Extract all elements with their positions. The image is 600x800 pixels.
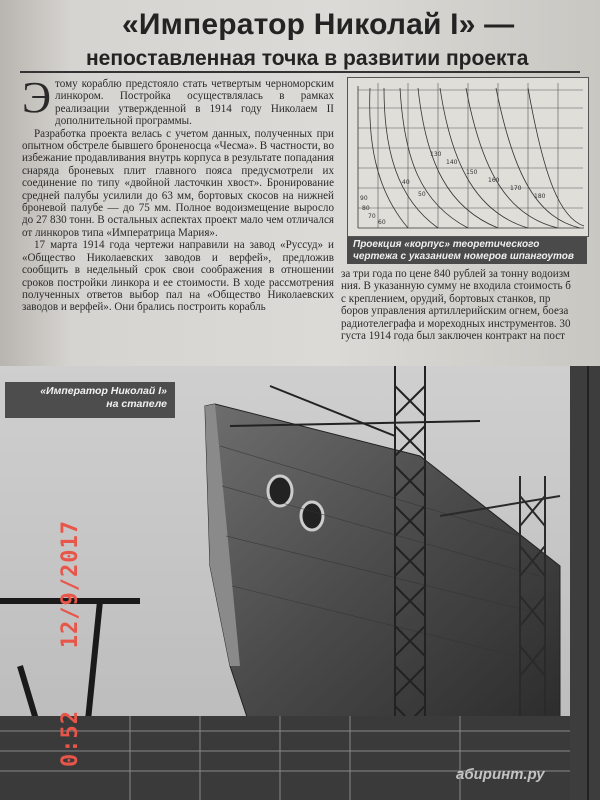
photo-caption — [5, 382, 175, 418]
frame-label: 60 — [378, 219, 386, 226]
drop-cap: Э — [22, 73, 52, 122]
frame-label: 80 — [362, 205, 370, 212]
frame-label: 150 — [466, 169, 478, 176]
right-line: ния. В указанную сумму не входила стоимость б — [341, 280, 571, 293]
battleship-on-slipway-photo — [0, 366, 600, 800]
right-line: радиотелеграфа и мореходных инструментов. 30 — [341, 317, 571, 330]
paragraph-2: Разработка проекта велась с учетом данных, полученных при опытном обстреле бывшего броненосца «Чесма». В частности, во избежание продавливания внутрь корпуса в результате попадания снаряда броневых плит главного пояса предусмотрели их соединение по типу «двойной ласточкин хвост». Бронирование средней палубы усилили до 63 мм, бортовых скосов на нижней броневой палубе — до 75 мм. Полное водоизмещение выросло до 27 830 тонн. В остальных аспектах проект мало чем отличался от линкоров типа «Императрица Мария». — [22, 127, 334, 239]
paragraph-1 — [22, 73, 334, 128]
photo-caption-sub: на стапеле — [106, 398, 167, 410]
title-rule — [20, 71, 580, 73]
frame-label: 170 — [510, 185, 522, 192]
right-line: густа 1914 года был заключен контракт на пост — [341, 330, 566, 343]
article-title: «Император Николай I» — — [122, 8, 515, 41]
photo-caption-title: «Император Николай I» — [40, 385, 167, 397]
frame-label: 180 — [534, 193, 546, 200]
camera-time-stamp: 0:52 — [58, 710, 83, 767]
site-watermark: абиринт.ру — [456, 766, 545, 783]
frame-label: 70 — [368, 213, 376, 220]
photo-svg — [0, 366, 600, 800]
left-text-column — [22, 73, 334, 314]
right-text-column — [341, 268, 600, 342]
frame-label: 50 — [418, 191, 426, 198]
paragraph-3: 17 марта 1914 года чертежи направили на завод «Руссуд» и «Общество Николаевских заводов и верфей», предложив сообщить в недельный срок свои соображения в отношении сроков постройки линкора и ее стоимости. В ходе рассмотрения полученных ответов выбор пал на «Общество Николаевских заводов и верфей». Они брались построить корабль — [22, 239, 334, 314]
frame-label: 130 — [430, 151, 442, 158]
drawing-caption: Проекция «корпус» теоретического чертежа с указанием номеров шпангоутов — [347, 237, 587, 264]
article-subtitle: непоставленная точка в развитии проекта — [86, 47, 529, 70]
camera-date-stamp: 12/9/2017 — [58, 520, 83, 649]
frame-label: 40 — [402, 179, 410, 186]
right-line: за три года по цене 840 рублей за тонну водоизм — [341, 268, 570, 280]
frame-label: 140 — [446, 159, 458, 166]
frame-label: 90 — [360, 195, 368, 202]
frame-label: 160 — [488, 177, 500, 184]
right-line: с креплением, орудий, бортовых станков, пр — [341, 292, 551, 305]
hull-body-plan-drawing — [347, 77, 589, 237]
paragraph-1-text: тому кораблю предстояло стать четвертым черноморским линкором. Постройка осуществлялась в рамках реализации утвержденной в 1914 году Николаем II дополнительной программы. — [55, 78, 334, 128]
right-line: боров управления артиллерийским огнем, боеза — [341, 305, 569, 318]
body-plan-svg — [348, 78, 588, 236]
